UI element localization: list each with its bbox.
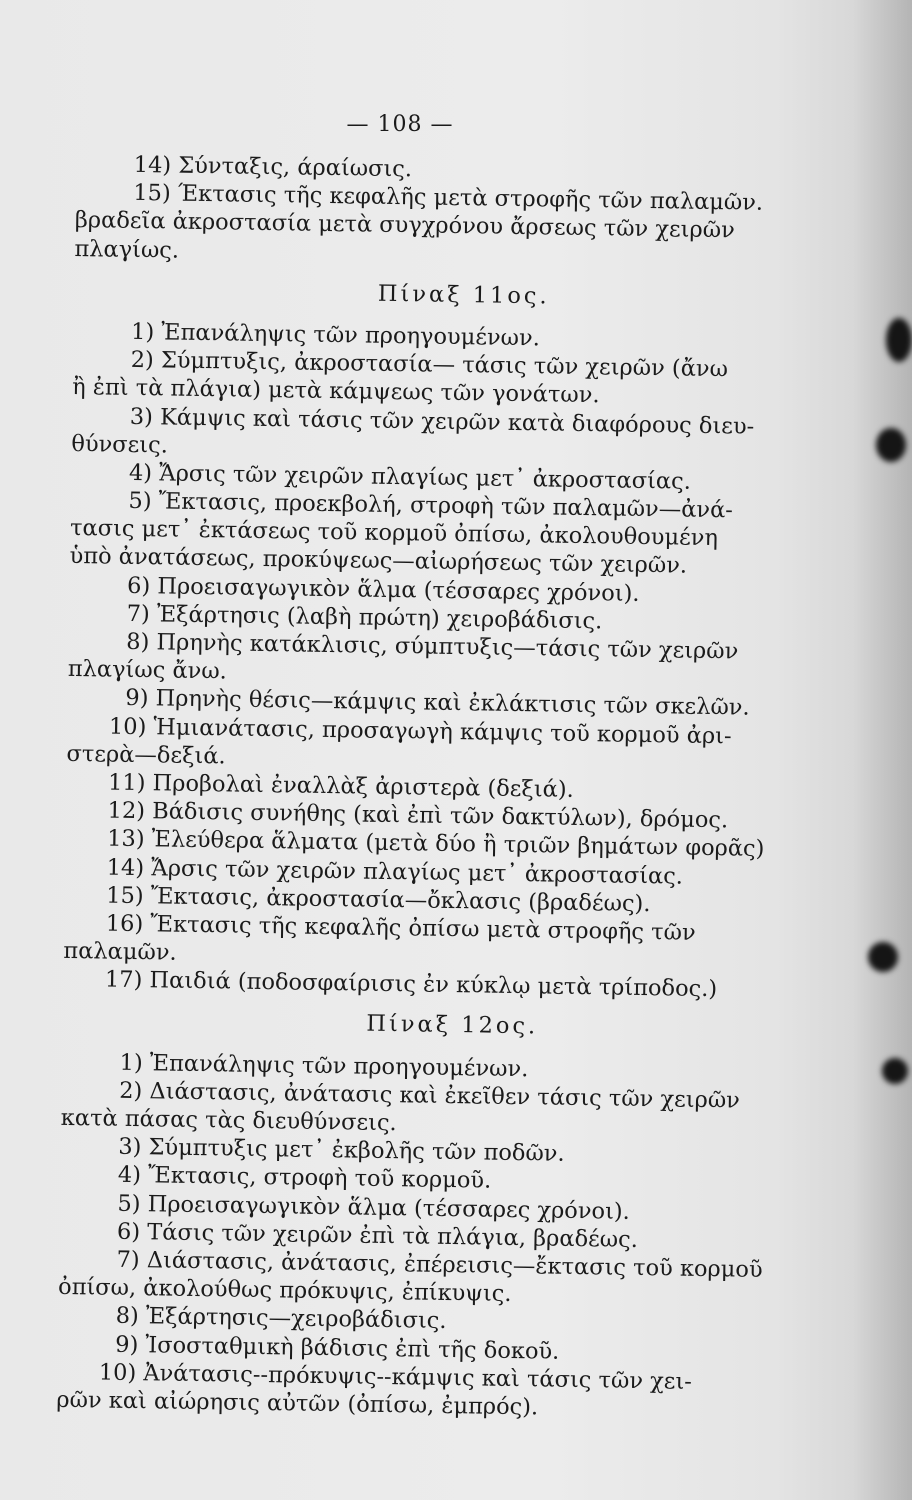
section-table-12 <box>56 1048 763 1425</box>
text-line: 10) Ἡμιανάτασις, προσαγωγὴ κάμψις τοῦ κορμοῦ ἀρι- <box>108 713 732 749</box>
text-line: 5) Ἔκτασις, προεκβολή, στροφὴ τῶν παλαμῶν—ἀνά- <box>128 487 734 524</box>
text-line: 6) Τάσις τῶν χειρῶν ἐπὶ τὰ πλάγια, βραδέως. <box>116 1218 639 1253</box>
page-text <box>56 150 765 1424</box>
text-line: στερὰ—δεξιά. <box>66 740 226 770</box>
text-line: τασις μετ᾽ ἐκτάσεως τοῦ κορμοῦ ὀπίσω, ἀκολουθουμένη <box>69 515 719 552</box>
text-line: 8) Πρηνὴς κατάκλισις, σύμπτυξις—τάσις τῶν χειρῶν <box>126 628 739 665</box>
text-line: 8) Ἐξάρτησις—χειροβάδισις. <box>115 1303 447 1335</box>
text-line: 15) Ἔκτασις, ἀκροστασία—ὄκλασις (βραδέως). <box>106 882 651 917</box>
ink-blot <box>876 428 906 462</box>
ink-blot <box>886 318 912 362</box>
page-number: — 108 — <box>346 112 454 137</box>
text-line: ρῶν καὶ αἰώρησις αὐτῶν (ὀπίσω, ἐμπρός). <box>56 1386 539 1421</box>
text-line: ὑπὸ ἀνατάσεως, προκύψεως—αἰωρήσεως τῶν χειρῶν. <box>69 543 688 580</box>
text-line: βραδεῖα ἀκροστασία μετὰ συγχρόνου ἄρσεως τῶν χειρῶν <box>74 207 735 244</box>
text-line: παλαμῶν. <box>63 937 177 966</box>
text-line: κατὰ πάσας τὰς διευθύνσεις. <box>60 1104 397 1137</box>
ink-blot <box>868 942 898 972</box>
text-line: 10) Ἀνάτασις--πρόκυψις--κάμψις καὶ τάσις τῶν χει- <box>98 1359 693 1395</box>
text-line: 17) Παιδιά (ποδοσφαίρισις ἐν κύκλῳ μετὰ τρίποδος.) <box>104 966 718 1003</box>
text-line: 4) Ἄρσις τῶν χειρῶν πλαγίως μετ᾽ ἀκροστασίας. <box>128 459 692 495</box>
text-line: 9) Πρηνὴς θέσις—κάμψις καὶ ἐκλάκτισις τῶν σκελῶν. <box>125 685 750 722</box>
text-line: 14) Σύνταξις, άραίωσις. <box>133 151 413 183</box>
table-heading-12: Πίναξ 12ος. <box>366 1011 539 1040</box>
text-line: πλαγίως. <box>74 235 180 264</box>
page-edge-shadow <box>852 0 912 1500</box>
text-line: 12) Βάδισις συνήθης (καὶ ἐπὶ τῶν δακτύλων), δρόμος. <box>107 797 729 834</box>
text-line: 2) Διάστασις, ἀνάτασις καὶ ἐκεῖθεν τάσις τῶν χειρῶν <box>119 1077 741 1114</box>
table-heading-11: Πίναξ 11ος. <box>377 280 550 310</box>
text-line: 3) Κάμψις καὶ τάσις τῶν χειρῶν κατὰ διαφόρους διευ- <box>129 403 755 440</box>
text-line: 16) Ἔκτασις τῆς κεφαλῆς ὀπίσω μετὰ στροφῆς τῶν <box>105 910 696 946</box>
section-table-11 <box>63 317 765 1004</box>
text-line: 7) Ἐξάρτησις (λαβὴ πρώτη) χειροβάδισις. <box>126 600 603 635</box>
text-line: 1) Ἐπανάληψις τῶν προηγουμένων. <box>130 318 541 352</box>
text-line: 3) Σύμπτυξις μετ᾽ ἐκβολῆς τῶν ποδῶν. <box>118 1133 565 1167</box>
text-line: 13) Ἐλεύθερα ἅλματα (μετὰ δύο ἢ τριῶν βημάτων φορᾶς) <box>106 825 765 863</box>
text-line: 4) Ἔκτασις, στροφὴ τοῦ κορμοῦ. <box>117 1162 492 1195</box>
text-line: 6) Προεισαγωγικὸν ἅλμα (τέσσαρες χρόνοι). <box>126 572 640 607</box>
section-continuation <box>74 150 764 273</box>
text-line: πλαγίως ἄνω. <box>67 656 228 685</box>
text-line: ἢ ἐπὶ τὰ πλάγια) μετὰ κάμψεως τῶν γονάτων. <box>72 374 600 409</box>
text-line: 5) Προεισαγωγικὸν ἅλμα (τέσσαρες χρόνοι). <box>117 1190 631 1225</box>
text-line: 1) Ἐπανάληψις τῶν προηγουμένων. <box>119 1049 529 1082</box>
ink-blot <box>882 1058 908 1084</box>
text-line: 11) Προβολαὶ ἐναλλὰξ ἀριστερὰ (δεξιά). <box>107 769 574 803</box>
text-line: 2) Σύμπτυξις, ἀκροστασία— τάσις τῶν χειρῶν (ἄνω <box>130 347 729 383</box>
text-line: 15) Έκτασις τῆς κεφαλῆς μετὰ στροφῆς τῶν παλαμῶν. <box>133 180 764 216</box>
text-line: ὀπίσω, ἀκολούθως πρόκυψις, ἐπίκυψις. <box>57 1273 512 1308</box>
text-line: 7) Διάστασις, ἀνάτασις, ἐπέρεισις—ἔκτασις τοῦ κορμοῦ <box>116 1246 763 1283</box>
text-line: 14) Ἄρσις τῶν χειρῶν πλαγίως μετ᾽ ἀκροστασίας. <box>106 854 684 890</box>
text-line: θύνσεις. <box>71 430 169 459</box>
text-line: 9) Ἰσοσταθμικὴ βάδισις ἐπὶ τῆς δοκοῦ. <box>115 1331 560 1365</box>
